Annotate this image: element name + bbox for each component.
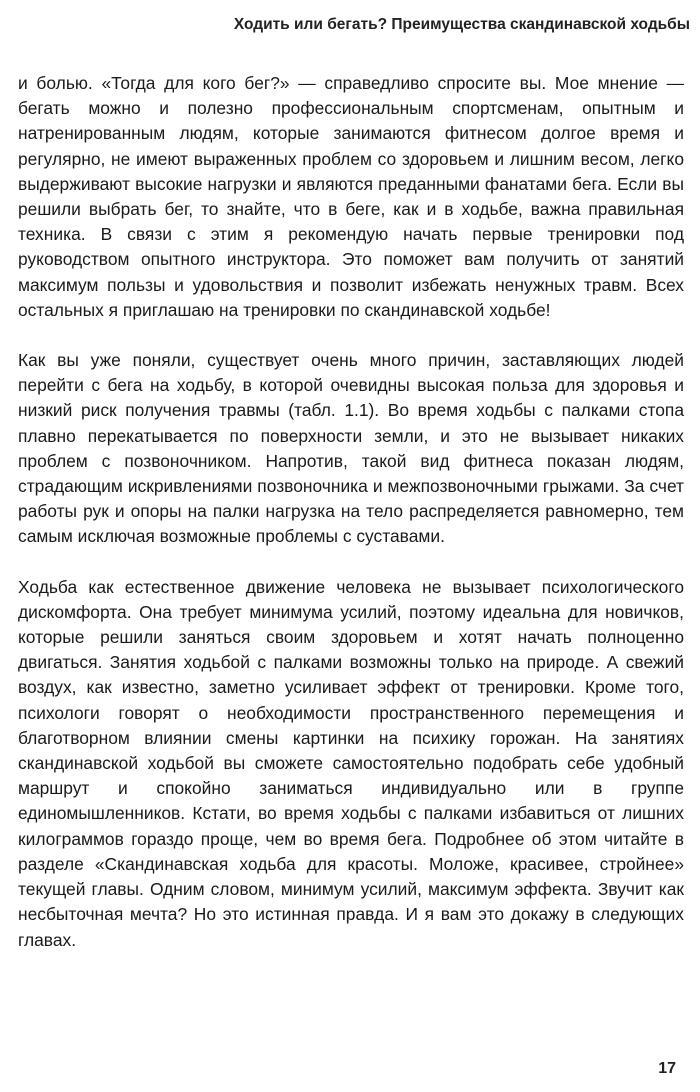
body-text xyxy=(18,71,684,978)
page-number: 17 xyxy=(658,1060,676,1077)
paragraph-3: Ходьба как естественное движение человека не вызывает психологического дискомфорта. Она требует минимума усилий, поэтому идеальна для новичков, которые решили заняться своим здоровьем и хотят начать полноценно двигаться. Занятия ходьбой с палками возможны только на природе. А свежий воздух, как известно, заметно усиливает эффект от тренировки. Кроме того, психологи говорят о необходимости пространственного перемещения и благотворном влиянии смены картинки на психику горожан. На занятиях скандинавской ходьбой вы сможете самостоятельно подобрать себе удобный маршрут и спокойно заниматься индивидуально или в группе единомышленников. Кстати, во время ходьбы с палками избавиться от лишних килограммов гораздо проще, чем во время бега. Подробнее об этом читайте в разделе «Скандинавская ходьба для красоты. Моложе, красивее, стройнее» текущей главы. Одним словом, минимум усилий, максимум эффекта. Звучит как несбыточная мечта? Но это истинная правда. И я вам это докажу в следующих главах. xyxy=(18,576,684,950)
paragraph-1: и болью. «Тогда для кого бег?» — справедливо спросите вы. Мое мнение — бегать можно и полезно профессиональным спортсменам, опытным и натренированным людям, которые занимаются фитнесом долгое время и регулярно, не имеют выраженных проблем со здоровьем и лишним весом, легко выдерживают высокие нагрузки и являются преданными фанатами бега. Если вы решили выбрать бег, то знайте, что в беге, как и в ходьбе, важна правильная техника. В связи с этим я рекомендую начать первые тренировки под руководством опытного инструктора. Это поможет вам получить от занятий максимум пользы и удовольствия и позволит избежать ненужных травм. Всех остальных я приглашаю на тренировки по скандинавской ходьбе! xyxy=(18,73,684,320)
paragraph-2: Как вы уже поняли, существует очень много причин, заставляющих людей перейти с бега на ходьбу, в которой очевидны высокая польза для здоровья и низкий риск получения травмы (табл. 1.1). Во время ходьбы с палками стопа плавно перекатывается по поверхности земли, и это не вызывает никаких проблем с позвоночником. Напротив, такой вид фитнеса показан людям, страдающим искривлениями позвоночника и межпозвоночными грыжами. За счет работы рук и опоры на палки нагрузка на тело распределяется равномерно, тем самым исключая возможные проблемы с суставами. xyxy=(18,350,684,547)
running-header: Ходить или бегать? Преимущества скандинавской ходьбы xyxy=(233,16,690,33)
